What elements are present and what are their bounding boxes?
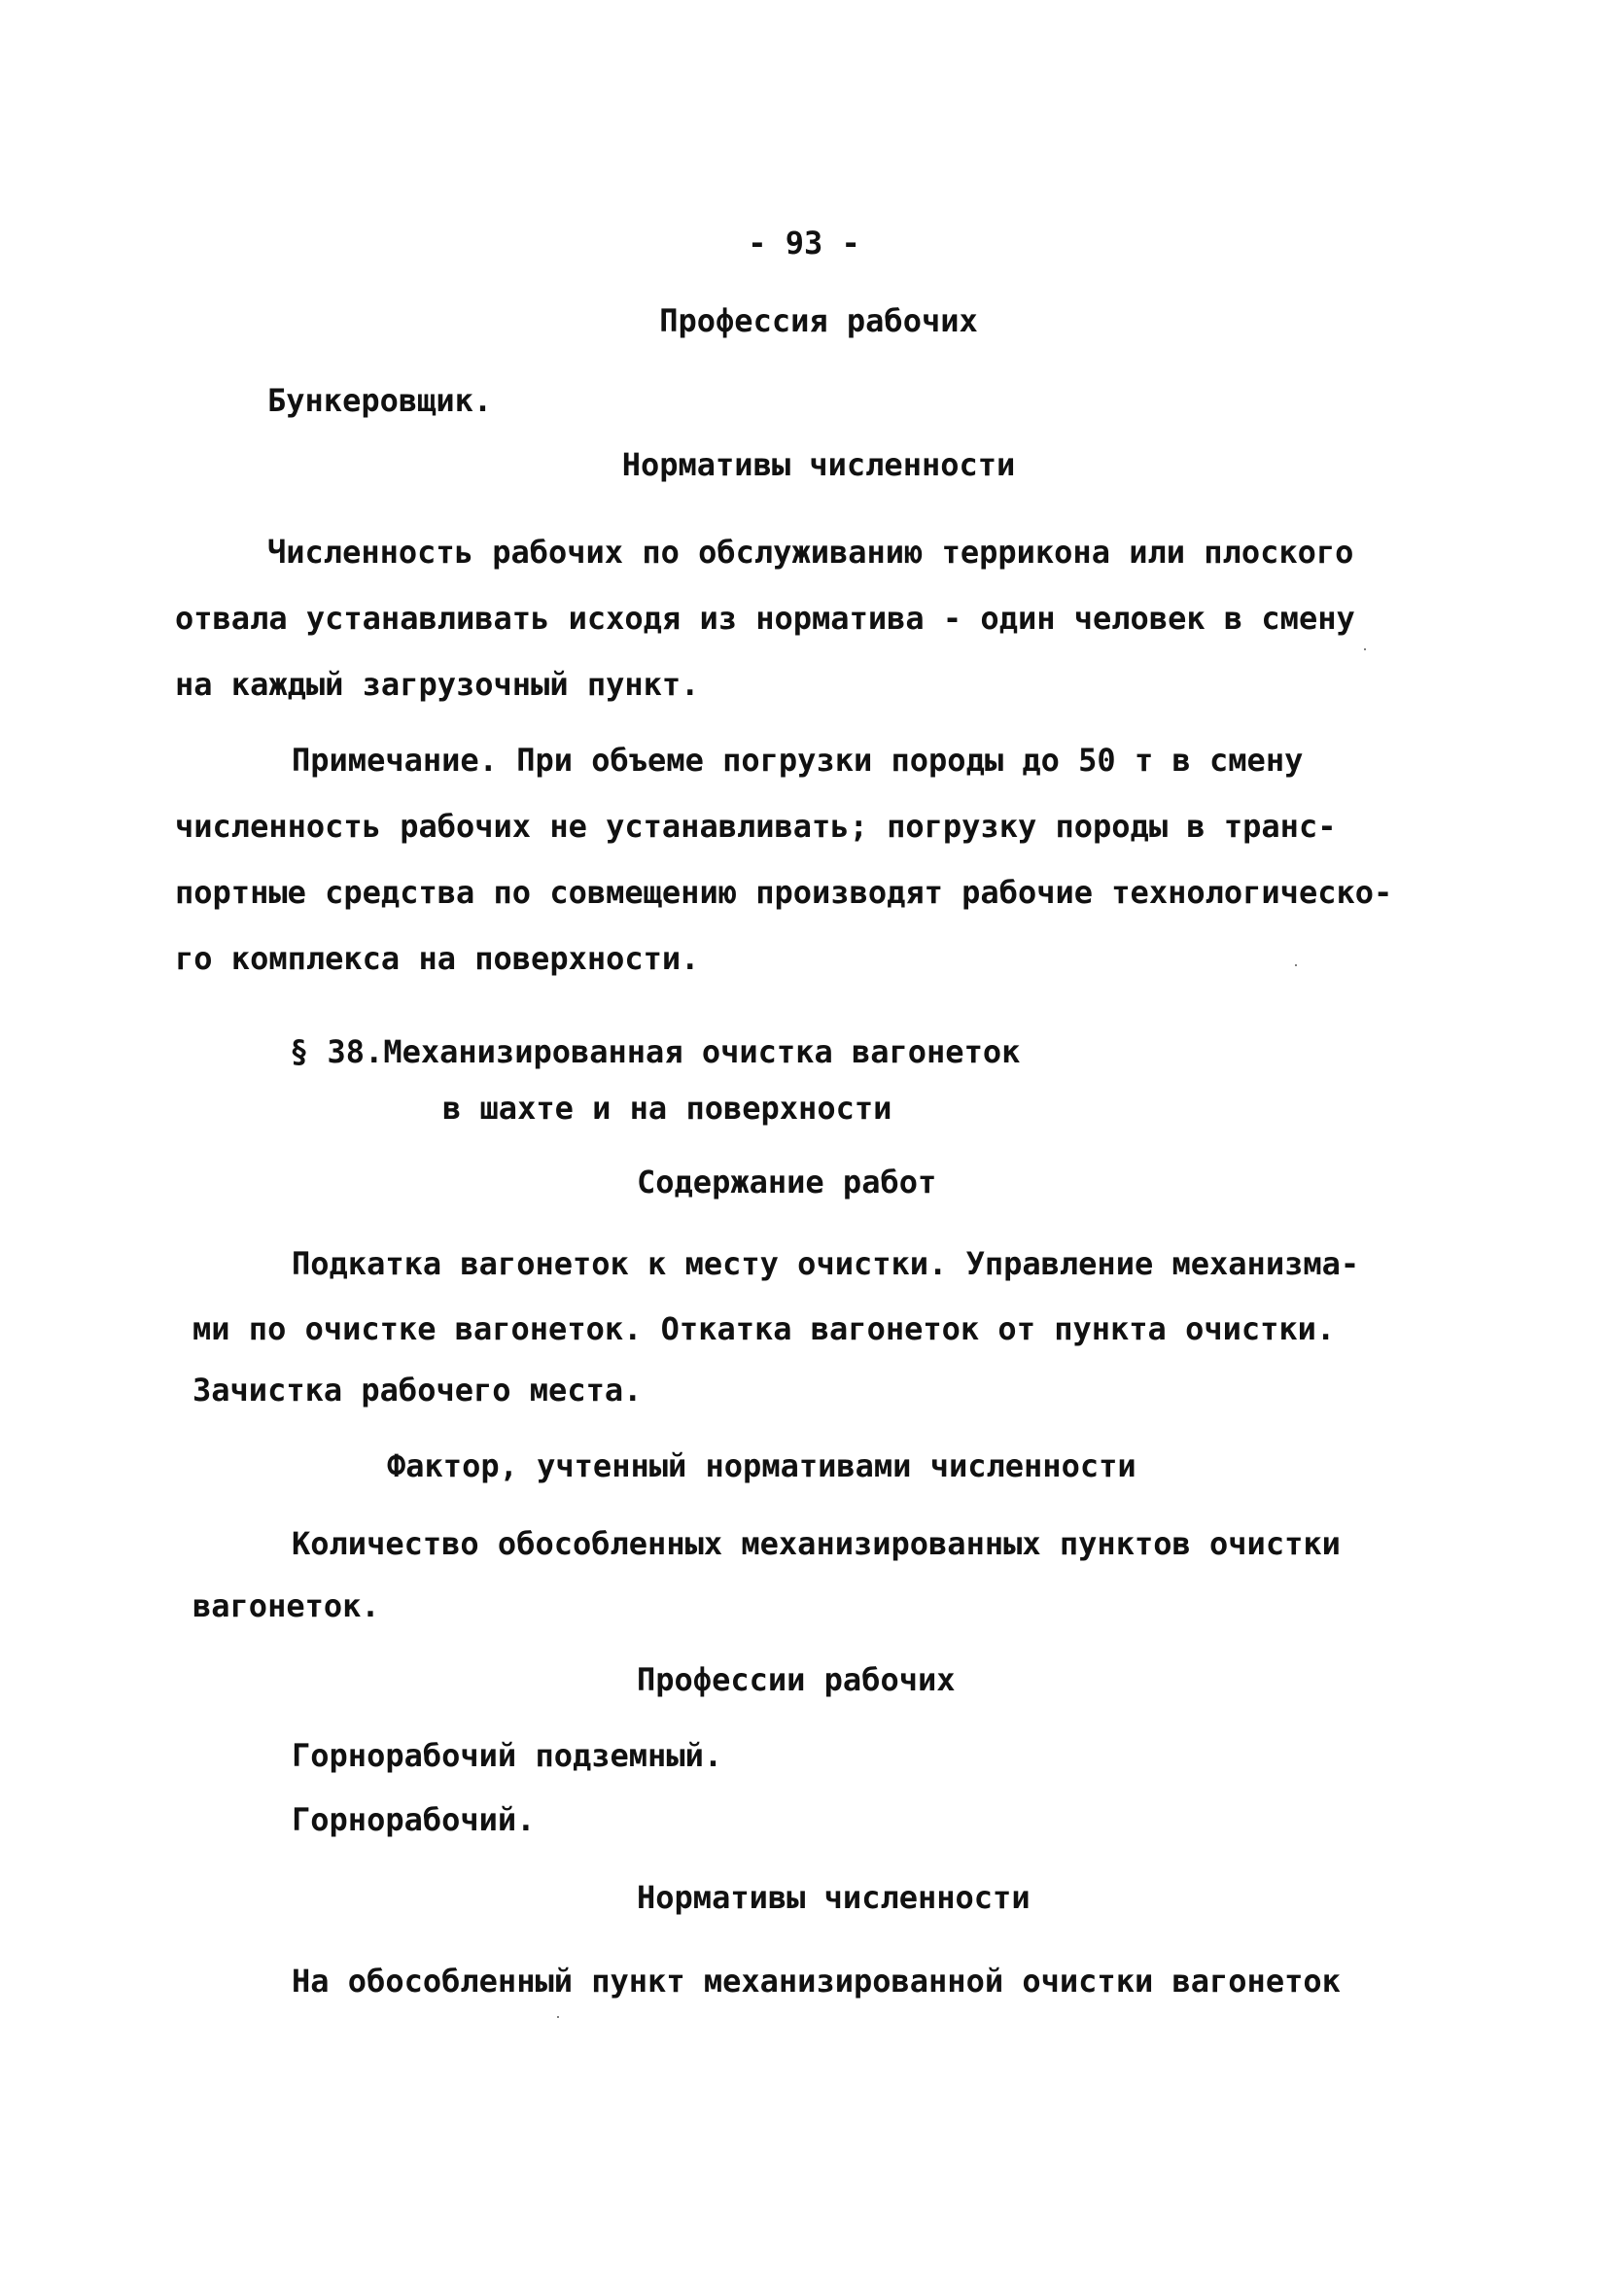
content-line: Зачистка рабочего места.: [192, 1372, 643, 1409]
heading-professions-2: Профессии рабочих: [637, 1661, 956, 1698]
paragraph-line: отвала устанавливать исходя из норматива - один человек в смену: [175, 600, 1355, 637]
heading-content: Содержание работ: [637, 1164, 937, 1200]
content-line: ми по очистке вагонеток. Откатка вагонеток от пункта очистки.: [192, 1310, 1336, 1347]
heading-professions: Профессия рабочих: [659, 302, 978, 339]
scan-speck: [557, 2016, 559, 2018]
paragraph-line: Численность рабочих по обслуживанию террикона или плоского: [267, 534, 1354, 571]
note-line: Примечание. При объеме погрузки породы до 50 т в смену: [292, 742, 1304, 779]
worker-name: Бункеровщик.: [267, 382, 493, 419]
page-number: - 93 -: [748, 225, 860, 261]
factor-line: Количество обособленных механизированных пунктов очистки: [292, 1525, 1341, 1562]
factor-line: вагонеток.: [192, 1587, 380, 1624]
heading-factor: Фактор, учтенный нормативами численности: [387, 1447, 1136, 1484]
paragraph-line: на каждый загрузочный пункт.: [175, 666, 700, 703]
note-line: численность рабочих не устанавливать; погрузку породы в транс-: [175, 808, 1337, 845]
norms-line: На обособленный пункт механизированной очистки вагонеток: [292, 1963, 1341, 2000]
worker-name: Горнорабочий подземный.: [292, 1737, 723, 1774]
heading-norms: Нормативы численности: [621, 446, 1016, 483]
heading-norms-2: Нормативы численности: [637, 1879, 1031, 1916]
note-line: портные средства по совмещению производят рабочие технологическо-: [175, 874, 1393, 911]
scan-speck: [1295, 964, 1297, 966]
section-title: § 38.Механизированная очистка вагонеток: [290, 1033, 1021, 1070]
note-line: го комплекса на поверхности.: [175, 940, 700, 977]
worker-name: Горнорабочий.: [292, 1801, 536, 1838]
content-line: Подкатка вагонеток к месту очистки. Управление механизма-: [292, 1245, 1360, 1282]
scan-speck: [1364, 648, 1366, 650]
section-title-continued: в шахте и на поверхности: [442, 1090, 892, 1127]
